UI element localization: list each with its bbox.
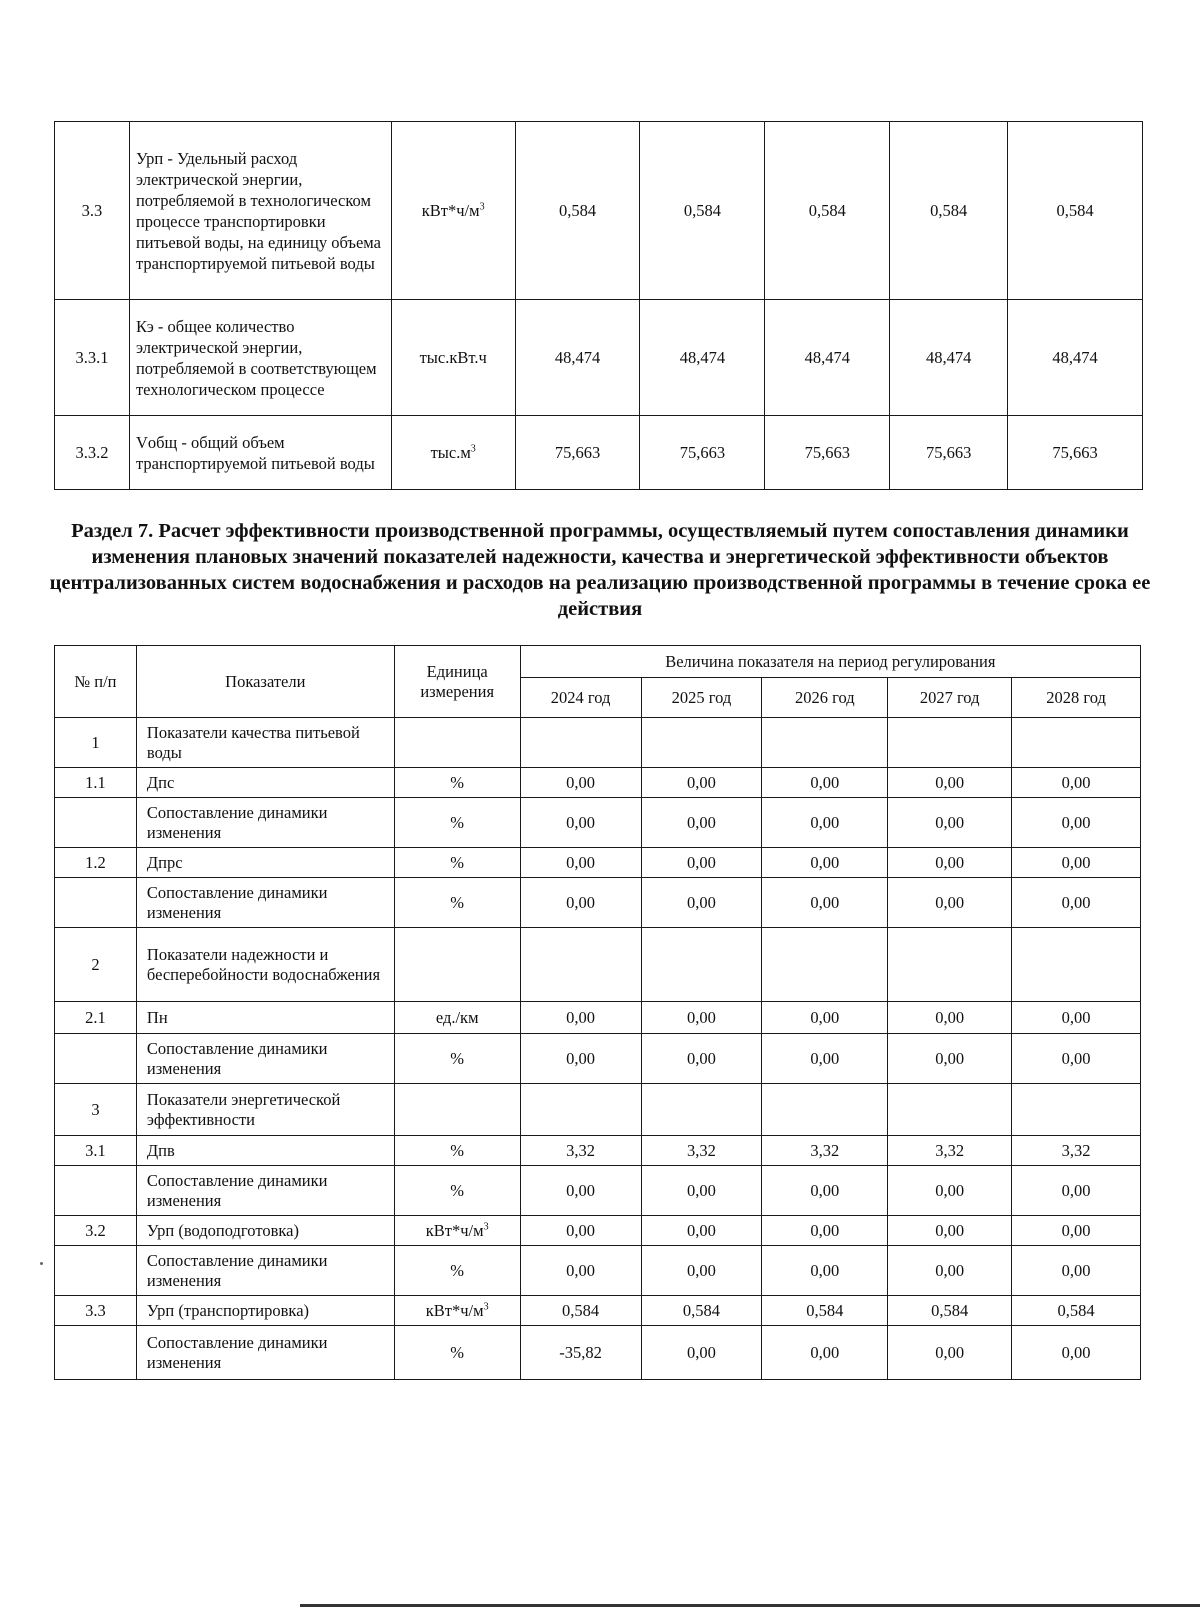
row-number: 3.2: [55, 1216, 137, 1246]
table-row: [55, 878, 1141, 928]
row-number: [55, 878, 137, 928]
value-cell: 0,00: [641, 1002, 762, 1034]
table-row: [55, 1216, 1141, 1246]
indicator-name: Сопоставление динамики изменения: [136, 1326, 394, 1380]
unit-cell: [394, 1034, 520, 1084]
unit-cell: [394, 1326, 520, 1380]
value-cell: 0,00: [762, 798, 888, 848]
unit-base: ед./км: [435, 1007, 479, 1027]
unit-base: %: [450, 1342, 465, 1362]
value-cell: 0,00: [762, 1246, 888, 1296]
value-cell: 0,00: [762, 1326, 888, 1380]
value-cell: 0,00: [641, 848, 762, 878]
row-number: [55, 798, 137, 848]
value-cell: 0,00: [520, 878, 641, 928]
value-cell: 0,584: [520, 1296, 641, 1326]
value-cell: 75,663: [890, 416, 1008, 490]
value-cell: 0,584: [515, 122, 640, 300]
row-number: 1.1: [55, 768, 137, 798]
row-number: 2: [55, 928, 137, 1002]
value-cell: [641, 718, 762, 768]
value-cell: 0,00: [888, 798, 1012, 848]
row-number: 3.3: [55, 122, 130, 300]
value-cell: 0,584: [762, 1296, 888, 1326]
table-row: [55, 122, 1143, 300]
header-year: 2024 год: [520, 678, 641, 718]
main-table: [54, 645, 1141, 1380]
value-cell: 0,00: [641, 878, 762, 928]
value-cell: 0,00: [520, 1166, 641, 1216]
unit-cell: [394, 1166, 520, 1216]
value-cell: 48,474: [765, 300, 890, 416]
unit-cell: [391, 300, 515, 416]
header-year: 2028 год: [1012, 678, 1141, 718]
main-table-body: [55, 718, 1141, 1380]
value-cell: [762, 928, 888, 1002]
value-cell: [888, 1084, 1012, 1136]
value-cell: 0,00: [888, 1216, 1012, 1246]
unit-base: кВт*ч/м: [421, 200, 480, 220]
value-cell: 0,00: [888, 1034, 1012, 1084]
value-cell: 0,00: [762, 878, 888, 928]
header-year: 2026 год: [762, 678, 888, 718]
value-cell: [520, 928, 641, 1002]
value-cell: -35,82: [520, 1326, 641, 1380]
value-cell: 0,00: [1012, 1034, 1141, 1084]
indicator-name: Дпс: [136, 768, 394, 798]
value-cell: 0,00: [888, 1166, 1012, 1216]
indicator-name: Урп - Удельный расход электрической энергии, потребляемой в технологическом процессе транспортировки питьевой воды, на единицу объема транспортируемой питьевой воды: [129, 122, 391, 300]
row-number: [55, 1034, 137, 1084]
row-number: 3.1: [55, 1136, 137, 1166]
value-cell: 0,00: [1012, 1246, 1141, 1296]
top-table: [54, 121, 1143, 490]
value-cell: 0,00: [888, 848, 1012, 878]
value-cell: 75,663: [515, 416, 640, 490]
unit-cell: [394, 798, 520, 848]
row-number: 2.1: [55, 1002, 137, 1034]
unit-cell: [394, 1246, 520, 1296]
value-cell: [1012, 1084, 1141, 1136]
table-row: [55, 1166, 1141, 1216]
value-cell: [1012, 928, 1141, 1002]
value-cell: 0,00: [888, 1246, 1012, 1296]
value-cell: [641, 928, 762, 1002]
row-number: 3.3.2: [55, 416, 130, 490]
value-cell: 48,474: [890, 300, 1008, 416]
value-cell: 0,00: [641, 798, 762, 848]
header-year: 2027 год: [888, 678, 1012, 718]
indicator-name: Показатели энергетической эффективности: [136, 1084, 394, 1136]
value-cell: [641, 1084, 762, 1136]
row-number: 1.2: [55, 848, 137, 878]
value-cell: 0,00: [641, 1326, 762, 1380]
value-cell: 0,00: [888, 878, 1012, 928]
table-row: [55, 1002, 1141, 1034]
table-row: [55, 718, 1141, 768]
indicator-name: Урп (транспортировка): [136, 1296, 394, 1326]
header-period: Величина показателя на период регулирования: [520, 646, 1140, 678]
value-cell: 0,00: [520, 798, 641, 848]
indicator-name: Сопоставление динамики изменения: [136, 798, 394, 848]
section-title: Раздел 7. Расчет эффективности производственной программы, осуществляемый путем сопоставления динамики изменения плановых значений показателей надежности, качества и энергетической эффективности объектов централизованных систем водоснабжения и расходов на реализацию производственной программы в течение срока ее действия: [49, 520, 1151, 620]
value-cell: 0,00: [1012, 798, 1141, 848]
table-row: [55, 416, 1143, 490]
value-cell: 3,32: [520, 1136, 641, 1166]
header-number: № п/п: [55, 646, 137, 718]
scan-edge-line: [300, 1604, 1200, 1607]
unit-base: %: [450, 1048, 465, 1068]
table-row: [55, 1034, 1141, 1084]
value-cell: 0,00: [888, 1002, 1012, 1034]
unit-cell: [394, 1136, 520, 1166]
value-cell: 48,474: [1008, 300, 1143, 416]
value-cell: 3,32: [888, 1136, 1012, 1166]
value-cell: 75,663: [640, 416, 765, 490]
value-cell: 0,00: [641, 1246, 762, 1296]
value-cell: 0,00: [520, 1216, 641, 1246]
unit-cell: [394, 1216, 520, 1246]
table-row: [55, 798, 1141, 848]
value-cell: 0,00: [1012, 1166, 1141, 1216]
value-cell: 0,00: [641, 1166, 762, 1216]
table-row: [55, 1246, 1141, 1296]
header-year: 2025 год: [641, 678, 762, 718]
value-cell: [1012, 718, 1141, 768]
indicator-name: Сопоставление динамики изменения: [136, 878, 394, 928]
table-row: [55, 848, 1141, 878]
indicator-name: Сопоставление динамики изменения: [136, 1246, 394, 1296]
unit-base: %: [450, 812, 465, 832]
unit-superscript: 3: [483, 1301, 489, 1312]
value-cell: [762, 718, 888, 768]
value-cell: 0,00: [762, 1216, 888, 1246]
indicator-name: Сопоставление динамики изменения: [136, 1034, 394, 1084]
value-cell: 0,00: [520, 1246, 641, 1296]
table-row: [55, 300, 1143, 416]
value-cell: 0,00: [1012, 1002, 1141, 1034]
value-cell: 0,00: [1012, 1326, 1141, 1380]
value-cell: 0,00: [1012, 878, 1141, 928]
unit-cell: [394, 768, 520, 798]
header-indicator: Показатели: [136, 646, 394, 718]
unit-cell: [391, 122, 515, 300]
unit-cell: [394, 718, 520, 768]
value-cell: 0,00: [762, 1034, 888, 1084]
row-number: [55, 1166, 137, 1216]
unit-base: кВт*ч/м: [425, 1220, 484, 1240]
value-cell: 0,00: [520, 1034, 641, 1084]
indicator-name: Дпрс: [136, 848, 394, 878]
indicator-name: Показатели надежности и бесперебойности водоснабжения: [136, 928, 394, 1002]
indicator-name: Дпв: [136, 1136, 394, 1166]
header-unit: Единица измерения: [394, 646, 520, 718]
row-number: 3: [55, 1084, 137, 1136]
row-number: [55, 1326, 137, 1380]
value-cell: [520, 1084, 641, 1136]
indicator-name: Показатели качества питьевой воды: [136, 718, 394, 768]
indicator-name: Урп (водоподготовка): [136, 1216, 394, 1246]
unit-base: тыс.м: [430, 442, 471, 462]
unit-base: %: [450, 892, 465, 912]
value-cell: 0,00: [762, 1002, 888, 1034]
unit-base: %: [450, 1140, 465, 1160]
value-cell: 0,584: [640, 122, 765, 300]
value-cell: 0,00: [641, 1034, 762, 1084]
value-cell: 0,00: [888, 768, 1012, 798]
row-number: [55, 1246, 137, 1296]
row-number: 3.3: [55, 1296, 137, 1326]
value-cell: 48,474: [640, 300, 765, 416]
value-cell: 0,00: [1012, 848, 1141, 878]
unit-base: %: [450, 1180, 465, 1200]
indicator-name: Сопоставление динамики изменения: [136, 1166, 394, 1216]
value-cell: 0,00: [762, 1166, 888, 1216]
unit-cell: [394, 1002, 520, 1034]
unit-superscript: 3: [483, 1221, 489, 1232]
value-cell: [888, 928, 1012, 1002]
value-cell: 75,663: [1008, 416, 1143, 490]
indicator-name: Кэ - общее количество электрической энергии, потребляемой в соответствующем технологическом процессе: [129, 300, 391, 416]
value-cell: 0,00: [1012, 768, 1141, 798]
unit-superscript: 3: [479, 201, 485, 212]
value-cell: 3,32: [1012, 1136, 1141, 1166]
unit-cell: [394, 848, 520, 878]
value-cell: [888, 718, 1012, 768]
value-cell: [762, 1084, 888, 1136]
unit-base: %: [450, 1260, 465, 1280]
value-cell: 48,474: [515, 300, 640, 416]
unit-cell: [394, 1084, 520, 1136]
table-row: [55, 768, 1141, 798]
unit-base: %: [450, 852, 465, 872]
value-cell: 75,663: [765, 416, 890, 490]
value-cell: [520, 718, 641, 768]
unit-base: тыс.кВт.ч: [419, 347, 487, 367]
unit-base: кВт*ч/м: [425, 1300, 484, 1320]
value-cell: 0,584: [641, 1296, 762, 1326]
value-cell: 0,00: [520, 768, 641, 798]
value-cell: 0,00: [762, 848, 888, 878]
unit-base: %: [450, 772, 465, 792]
table-row: [55, 928, 1141, 1002]
indicator-name: Пн: [136, 1002, 394, 1034]
value-cell: 0,00: [1012, 1216, 1141, 1246]
value-cell: 0,00: [888, 1326, 1012, 1380]
table-row: [55, 1326, 1141, 1380]
table-row: [55, 1136, 1141, 1166]
value-cell: 0,00: [641, 1216, 762, 1246]
unit-superscript: 3: [470, 443, 476, 454]
unit-cell: [394, 878, 520, 928]
indicator-name: Vобщ - общий объем транспортируемой питьевой воды: [129, 416, 391, 490]
value-cell: 0,00: [762, 768, 888, 798]
scan-speck: [40, 1262, 43, 1265]
header-row: [55, 646, 1141, 678]
value-cell: 0,00: [520, 1002, 641, 1034]
unit-cell: [394, 1296, 520, 1326]
value-cell: 3,32: [641, 1136, 762, 1166]
table-row: [55, 1296, 1141, 1326]
value-cell: 0,00: [641, 768, 762, 798]
value-cell: 0,584: [1008, 122, 1143, 300]
value-cell: 3,32: [762, 1136, 888, 1166]
unit-cell: [394, 928, 520, 1002]
value-cell: 0,584: [765, 122, 890, 300]
value-cell: 0,00: [520, 848, 641, 878]
row-number: 1: [55, 718, 137, 768]
value-cell: 0,584: [890, 122, 1008, 300]
row-number: 3.3.1: [55, 300, 130, 416]
unit-cell: [391, 416, 515, 490]
table-row: [55, 1084, 1141, 1136]
value-cell: 0,584: [888, 1296, 1012, 1326]
value-cell: 0,584: [1012, 1296, 1141, 1326]
